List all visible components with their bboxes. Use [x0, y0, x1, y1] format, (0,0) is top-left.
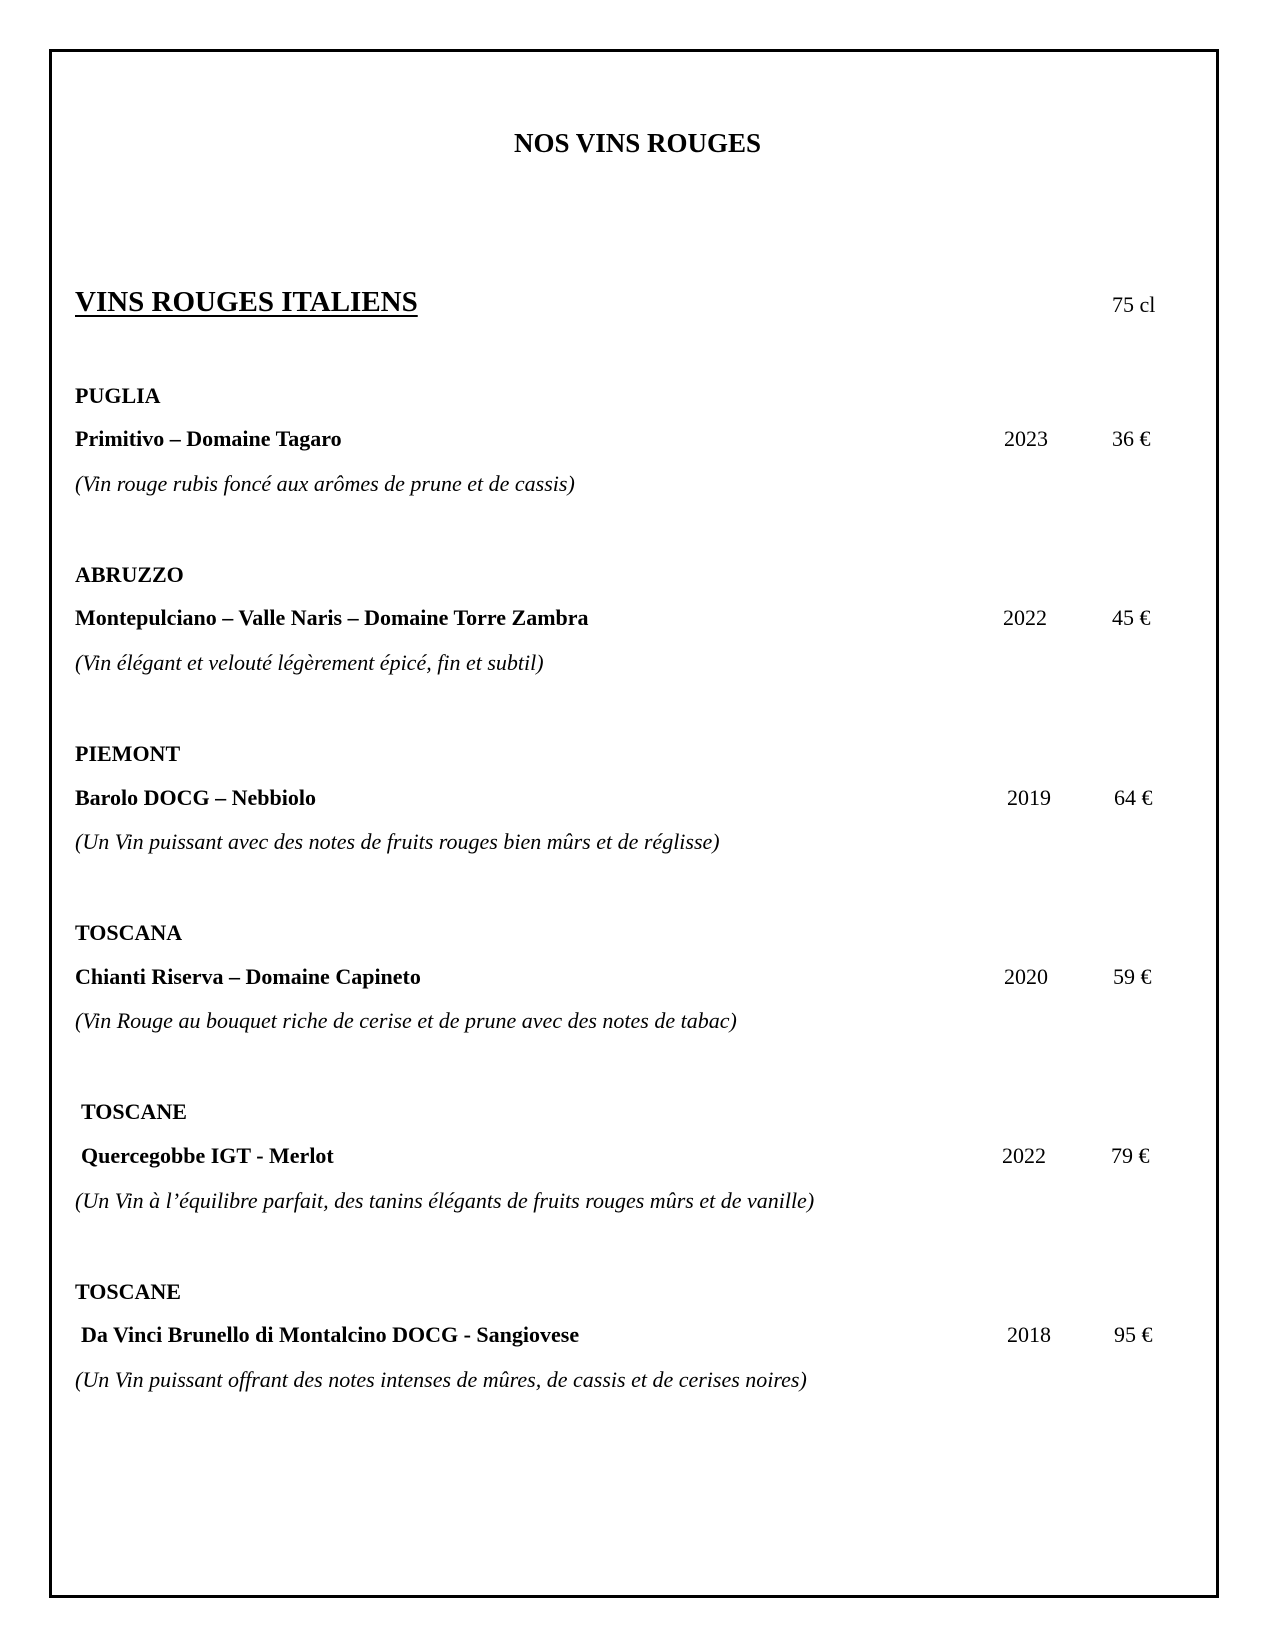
wine-description: (Un Vin à l’équilibre parfait, des tanins élégants de fruits rouges mûrs et de vanille)	[75, 1188, 815, 1213]
page-title: NOS VINS ROUGES	[513, 128, 762, 158]
wine-price: 64 €	[1114, 785, 1153, 810]
wine-name: Barolo DOCG – Nebbiolo	[75, 785, 317, 810]
wine-region: TOSCANE	[81, 1099, 187, 1124]
wine-price: 59 €	[1113, 964, 1152, 989]
wine-region: TOSCANE	[75, 1279, 181, 1304]
wine-vintage: 2022	[1003, 605, 1047, 630]
wine-price: 45 €	[1112, 605, 1151, 630]
section-title: VINS ROUGES ITALIENS	[75, 286, 418, 318]
wine-name: Quercegobbe IGT - Merlot	[81, 1143, 334, 1168]
wine-vintage: 2018	[1007, 1322, 1051, 1347]
wine-description: (Vin rouge rubis foncé aux arômes de prune et de cassis)	[75, 471, 575, 496]
wine-vintage: 2022	[1002, 1143, 1046, 1168]
wine-region: PIEMONT	[75, 741, 181, 766]
wine-name: Primitivo – Domaine Tagaro	[75, 426, 342, 451]
wine-price: 95 €	[1114, 1322, 1153, 1347]
page-border	[49, 49, 1219, 1598]
wine-region: PUGLIA	[75, 383, 161, 408]
wine-vintage: 2019	[1007, 785, 1051, 810]
wine-description: (Un Vin puissant offrant des notes intenses de mûres, de cassis et de cerises noires)	[75, 1367, 807, 1392]
wine-description: (Vin Rouge au bouquet riche de cerise et de prune avec des notes de tabac)	[75, 1008, 737, 1033]
wine-region: TOSCANA	[75, 920, 183, 945]
wine-description: (Un Vin puissant avec des notes de fruits rouges bien mûrs et de réglisse)	[75, 829, 720, 854]
wine-price: 79 €	[1111, 1143, 1150, 1168]
wine-vintage: 2020	[1004, 964, 1048, 989]
wine-vintage: 2023	[1004, 426, 1048, 451]
wine-price: 36 €	[1112, 426, 1151, 451]
wine-description: (Vin élégant et velouté légèrement épicé, fin et subtil)	[75, 650, 544, 675]
wine-name: Da Vinci Brunello di Montalcino DOCG - Sangiovese	[81, 1322, 580, 1347]
volume-label: 75 cl	[1112, 292, 1156, 317]
wine-name: Chianti Riserva – Domaine Capineto	[75, 964, 421, 989]
wine-region: ABRUZZO	[75, 562, 184, 587]
wine-name: Montepulciano – Valle Naris – Domaine Torre Zambra	[75, 605, 589, 630]
